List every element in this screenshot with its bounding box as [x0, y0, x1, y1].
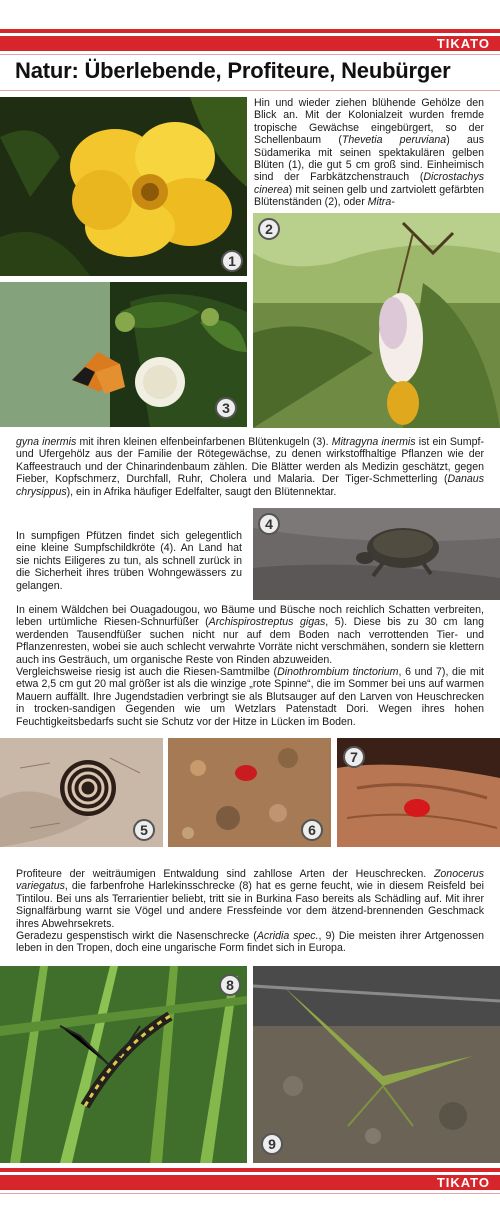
text-paragraph-5: Vergleichsweise riesig ist auch die Riesen-Samtmilbe (Dinothrombium tinctorium, 6 und 7), die mit etwa 2,5 cm gut 20 mal größer ist als die winzige „rote Spinne“, die im Sommer bei uns auf warmen Mauern auffällt. Ihre Jugendstadien verbringt sie als Blutsauger auf den Larven von Heuschrecken in trocken-sandigen Gegenden wie um Wetzlars Patenstadt Dori. Wegen ihres hohen Feuchtigkeitsbedarfs sucht sie Schutz vor der Hitze in Lücken im Boden.	[16, 666, 484, 728]
header-stripe-top	[0, 29, 500, 33]
photo-1-thevetia	[0, 97, 247, 276]
text-paragraph-7: Geradezu gespenstisch wirkt die Nasenschrecke (Acridia spec., 9) Die meisten ihrer Artgenossen leben in den Tropen, doch eine ungarische Form findet sich in Europa.	[16, 930, 484, 955]
photo-number-badge: 1	[221, 250, 243, 272]
photo-8-harlequin-grasshopper	[0, 966, 247, 1163]
page-title: Natur: Überlebende, Profiteure, Neubürger	[15, 58, 451, 83]
photo-number-badge: 8	[219, 974, 241, 996]
photo-number-badge: 5	[133, 819, 155, 841]
header-pink-line	[0, 54, 500, 55]
photo-number-badge: 6	[301, 819, 323, 841]
photo-4-turtle	[253, 508, 500, 600]
photo-9-nose-grasshopper	[253, 966, 500, 1163]
text-paragraph-1: Hin und wieder ziehen blühende Gehölze den Blick an. Mit der Kolonialzeit wurden fremde tropische Gewächse eingebürgert, so der Schellenbaum (Thevetia peruviana) aus Südamerika mit seinen spektakulären gelben Blüten (1), die gut 5 cm groß sind. Einheimisch sind der Farbkätzchenstrauch (Dicrostachys cinerea) mit seinen gelb und zartviolett gefärbten Blütenständen (2), oder Mitra-	[254, 97, 484, 209]
text-paragraph-6: Profiteure der weiträumigen Entwaldung sind zahllose Arten der Heuschrecken. Zonocerus variegatus, die farbenfrohe Harlekinsschrecke (8) hat es gerne feucht, wie in diesem Reisfeld bei Tintilou. Bei uns als Terrarientier beliebt, tritt sie in Burkina Faso bereits als Schädling auf. Mit ihrer Signalfärbung warnt sie Vögel und andere Fressfeinde vor dem ätzend-brennenden Geschmack ihres Abwehrsekrets.	[16, 868, 484, 930]
brand-logo-footer: TIKATO	[436, 1175, 490, 1190]
footer-bar	[0, 1175, 500, 1190]
text-paragraph-2: gyna inermis mit ihren kleinen elfenbeinfarbenen Blütenkugeln (3). Mitragyna inermis ist ein Sumpf- und Ufergehölz aus der Familie der Rötegewächse, zu denen wirkstoffhaltige Pflanzen wie der Kaffeestrauch und der Chinarindenbaum zählen. Die Blätter werden als Medizin geschätzt, gegen Fieber, Kopfschmerz, Durchfall, Ruhr, Cholera und Malaria. Der Tiger-Schmetterling (Danaus chrysippus), ein in Afrika häufiger Edelfalter, saugt den Blütennektar.	[16, 436, 484, 498]
brand-logo-header: TIKATO	[436, 36, 490, 51]
photo-5-millipede	[0, 738, 163, 847]
text-paragraph-4: In einem Wäldchen bei Ouagadougou, wo Bäume und Büsche noch reichlich Schatten verbreiten, leben urtümliche Riesen-Schnurfüßer (Archispirostreptus gigas, 5). Diese bis zu 30 cm lang werdenden Tausendfüßer suchen nicht nur auf dem Boden nach verrottenden Tier- und Pflanzenresten, wobei sie auch schlecht verwahrte Vorräte nicht verschmähen, sondern sie klettern auch ins Gesträuch, um organische Reste von Rinden abzuweiden.	[16, 604, 484, 666]
photo-number-badge: 3	[215, 397, 237, 419]
footer-pink-line	[0, 1193, 500, 1194]
photo-number-badge: 4	[258, 513, 280, 535]
photo-number-badge: 2	[258, 218, 280, 240]
photo-3-butterfly	[0, 282, 247, 427]
photo-number-badge: 7	[343, 746, 365, 768]
title-underline	[0, 90, 500, 91]
photo-2-dichrostachys	[253, 213, 500, 428]
footer-stripe-top	[0, 1168, 500, 1172]
text-paragraph-3: In sumpfigen Pfützen findet sich gelegentlich eine kleine Sumpfschildkröte (4). An Land hat sie nichts Eiligeres zu tun, als schnell zurück in die Sicherheit ihres trüben Wohngewässers zu gelangen.	[16, 530, 242, 592]
header-bar	[0, 36, 500, 51]
photo-6-velvet-mite-ground	[168, 738, 331, 847]
photo-7-velvet-mite-hand	[337, 738, 500, 847]
photo-number-badge: 9	[261, 1133, 283, 1155]
